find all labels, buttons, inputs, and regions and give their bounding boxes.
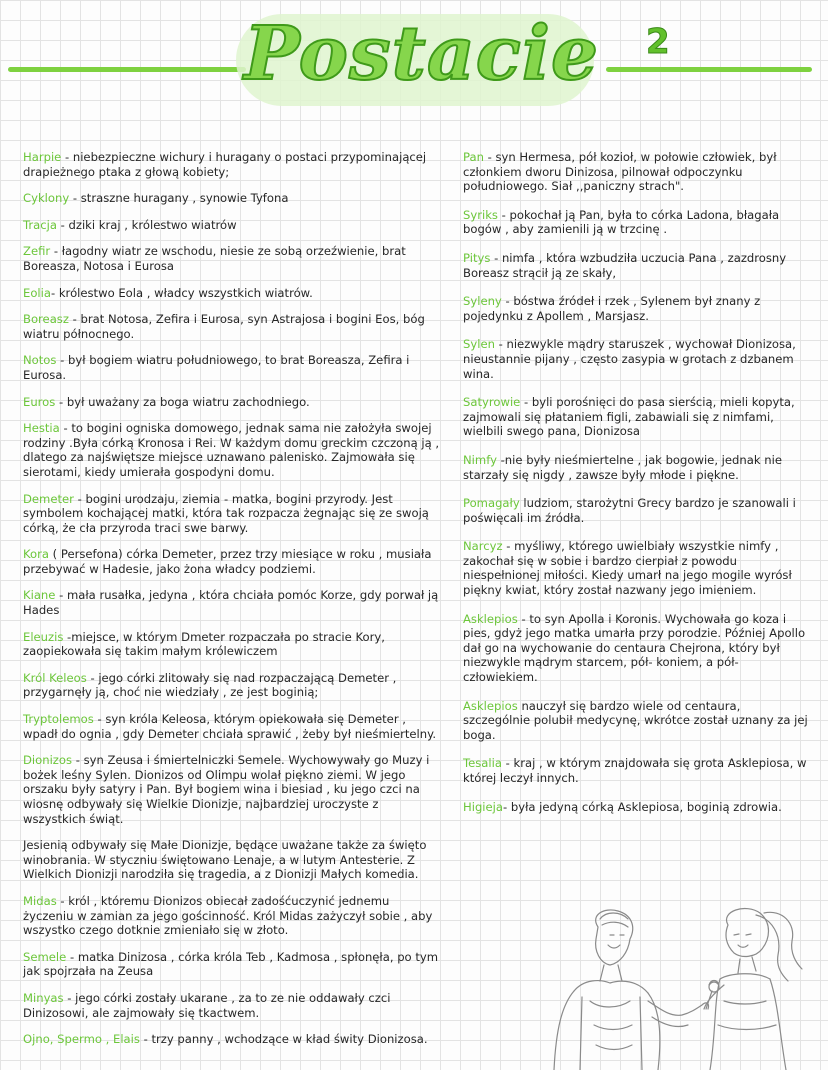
entry-text: - matka Dinizosa , córka króla Teb , Kadmosa , spłonęła, po tym jak spojrzała na Zeusa <box>23 949 439 979</box>
entry-text: - syn Hermesa, pół kozioł, w połowie człowiek, był członkiem dworu Dinizosa, pilnował odpoczynku południowego. Siał ,,paniczny strach". <box>463 150 777 194</box>
entry-text: - myśliwy, którego uwielbiały wszystkie nimfy , zakochał się w sobie i bardzo cierpiał z powodu niespełnionej miłości. Kiedy umarł na jego mogile wyrósł piękny kwiat, który został nazwany jego imieniem. <box>463 539 792 598</box>
glossary-entry <box>23 894 443 938</box>
glossary-entry <box>23 991 443 1020</box>
glossary-entry <box>23 753 443 826</box>
entry-term: Zefir <box>23 244 51 259</box>
entry-text: - był uważany za boga wiatru zachodniego. <box>55 394 310 409</box>
left-column <box>23 150 443 1059</box>
glossary-entry <box>23 353 443 382</box>
entry-text: - trzy panny , wchodzące w kład świty Dionizosa. <box>139 1032 428 1047</box>
entry-text: ( Persefona) córka Demeter, przez trzy miesiące w roku , musiała przebywać w Hadesie, jako żona władcy podziemi. <box>23 547 432 576</box>
entry-text: - był bogiem wiatru południowego, to brat Boreasza, Zefira i Eurosa. <box>23 353 410 382</box>
entry-text: - brat Notosa, Zefira i Eurosa, syn Astrajosa i bogini Eos, bóg wiatru północnego. <box>23 312 425 341</box>
entry-term: Tesalia <box>463 756 502 771</box>
entry-term: Kiane <box>23 588 56 603</box>
entry-text: - straszne huragany , synowie Tyfona <box>69 191 289 206</box>
glossary-entry <box>23 312 443 341</box>
glossary-entry <box>463 699 808 743</box>
title-rule-left <box>8 67 246 72</box>
glossary-entry <box>23 492 443 536</box>
glossary-entry <box>463 294 808 323</box>
title-rule-right <box>606 67 812 72</box>
entry-term: Asklepios <box>463 698 518 713</box>
entry-term: Eleuzis <box>23 629 64 644</box>
entry-term: Sylen <box>463 337 495 352</box>
page-number: 2 <box>646 22 670 62</box>
glossary-entry <box>463 800 808 815</box>
entry-term: Dionizos <box>23 753 73 768</box>
glossary-entry <box>23 950 443 979</box>
entry-term: Ojno, Spermo , Elais <box>23 1032 140 1047</box>
entry-text: - to bogini ogniska domowego, jednak sama nie założyła swojej rodziny .Była córką Kronosa i Rei. W każdym domu greckim czczoną ją , dlatego za najświętsze miejsce uznawano palenisko. Zajmowała się sierotami, kiedy umierała gospodyni domu. <box>23 421 440 479</box>
glossary-entry <box>23 191 443 206</box>
glossary-entry <box>23 244 443 273</box>
hercules-megara-illustration <box>520 905 818 1070</box>
entry-text: - królestwo Eola , władcy wszystkich wiatrów. <box>50 285 313 300</box>
glossary-entry <box>463 453 808 482</box>
entry-term: Syleny <box>463 294 502 309</box>
entry-term: Kora <box>23 547 49 562</box>
entry-term: Cyklony <box>23 191 70 206</box>
glossary-entry <box>23 671 443 700</box>
glossary-entry <box>463 208 808 237</box>
glossary-entry <box>23 150 443 179</box>
glossary-entry <box>463 496 808 525</box>
entry-term: Semele <box>23 949 67 964</box>
entry-text: - bogini urodzaju, ziemia - matka, bogini przyrody. Jest symbolem kochającej matki, która tak rozpacza żegnając się ze swoją córką, że cła przyroda traci swe barwy. <box>23 491 429 535</box>
entry-text: - jego córki zostały ukarane , za to ze nie oddawały czci Dinizosowi, ale zajmowały się tkactwem. <box>23 990 391 1020</box>
entry-term: Harpie <box>23 150 62 164</box>
entry-text: - łagodny wiatr ze wschodu, niesie ze sobą orzeźwienie, brat Boreasza, Notosa i Eurosa <box>23 244 406 273</box>
glossary-entry <box>23 286 443 301</box>
glossary-entry <box>463 756 808 785</box>
glossary-entry <box>23 547 443 576</box>
entry-text: - bóstwa źródeł i rzek , Sylenem był znany z pojedynku z Apollem , Marsjasz. <box>463 294 761 323</box>
glossary-entry <box>463 337 808 381</box>
entry-text: nauczył się bardzo wiele od centaura, szczególnie polubił medycynę, wkrótce został uznany za jej boga. <box>463 698 808 742</box>
glossary-entry <box>23 421 443 479</box>
entry-term: Tryptolemos <box>23 712 94 727</box>
glossary-entry <box>463 150 808 194</box>
entry-text: - mała rusałka, jedyna , która chciała pomóc Korze, gdy porwał ją Hades <box>23 588 439 618</box>
entry-term: Hestia <box>23 421 60 436</box>
entry-term: Tracja <box>23 217 57 232</box>
entry-text: - dziki kraj , królestwo wiatrów <box>56 217 237 232</box>
entry-text: - była jedyną córką Asklepiosa, boginią zdrowia. <box>502 799 782 814</box>
entry-term: Boreasz <box>23 312 69 327</box>
entry-term: Demeter <box>23 491 74 506</box>
entry-term: Eolia <box>23 285 51 300</box>
entry-text: - byli porośnięci do pasa sierścią, mieli kopyta, zajmowali się płataniem figli, zabawiali się z nimfami, wielbili swego pana, Dionizosa <box>463 395 795 439</box>
entry-term: Nimfy <box>463 452 497 467</box>
entry-term: Asklepios <box>463 611 518 626</box>
glossary-entry <box>23 588 443 617</box>
glossary-entry <box>23 1032 443 1047</box>
glossary-entry <box>463 251 808 280</box>
entry-text: - król , któremu Dionizos obiecał zadośćuczynić jednemu życzeniu w zamian za jego gościnność. Król Midas zażyczył sobie , aby wszystko czego dotknie zmieniało się w złoto. <box>23 893 433 938</box>
glossary-entry <box>23 218 443 233</box>
entry-term: Pitys <box>463 250 491 265</box>
entry-text: ludziom, starożytni Grecy bardzo je szanowali i poświęcali im źródła. <box>463 496 796 525</box>
entry-term: Higieja <box>463 799 503 814</box>
glossary-entry <box>23 838 443 882</box>
glossary-entry <box>463 395 808 439</box>
entry-term: Minyas <box>23 990 64 1005</box>
glossary-entry <box>23 630 443 659</box>
entry-text: Jesienią odbywały się Małe Dionizje, będące uważane także za święto winobrania. W styczniu świętowano Lenaje, a w lutym Antesterie. Z Wielkich Dionizji narodziła się tragedia, a z Dionizji Małych komedia. <box>23 838 427 882</box>
entry-term: Midas <box>23 893 57 908</box>
entry-term: Satyrowie <box>463 395 521 410</box>
entry-text: -miejsce, w którym Dmeter rozpaczała po stracie Kory, zaopiekowała się takim małym królewiczem <box>23 629 385 659</box>
entry-term: Pan <box>463 150 484 164</box>
entry-text: - niezwykle mądry staruszek , wychował Dionizosa, nieustannie pijany , często zasypia w grotach z dzbanem wina. <box>463 337 796 381</box>
glossary-entry <box>463 539 808 597</box>
entry-text: - syn Zeusa i śmiertelniczki Semele. Wychowywały go Muzy i bożek leśny Sylen. Dionizos od Olimpu wolał piękno ziemi. W jego orszaku były satyry i Pan. Był bogiem wina i biesiad , ku jego czci na wiosnę odbywały się Wielkie Dionizje, najbardziej uroczyste z wszystkich świąt. <box>23 753 430 826</box>
entry-text: - niebezpieczne wichury i huragany o postaci przypominającej drapieżnego ptaka z głową kobiety; <box>23 150 427 179</box>
entry-text: - to syn Apolla i Koronis. Wychowała go koza i pies, gdyż jego matka umarła przy porodzie. Później Apollo dał go na wychowanie do centaura Chejrona, który był niezwykle mądrym starcem, pół- koniem, a pół-człowiekiem. <box>463 611 806 685</box>
entry-text: -nie były nieśmiertelne , jak bogowie, jednak nie starzały się nigdy , zawsze były młode i piękne. <box>463 452 782 482</box>
entry-term: Syriks <box>463 207 498 222</box>
glossary-entry <box>23 712 443 741</box>
glossary-entry <box>463 612 808 685</box>
page-title: Postacie <box>244 11 600 97</box>
entry-text: - kraj , w którym znajdowała się grota Asklepiosa, w której leczył innych. <box>463 756 807 785</box>
entry-term: Pomagały <box>463 496 520 511</box>
entry-term: Narcyz <box>463 539 503 554</box>
entry-term: Król Keleos <box>23 670 87 685</box>
right-column <box>463 150 808 828</box>
entry-term: Notos <box>23 353 57 368</box>
glossary-entry <box>23 395 443 410</box>
entry-text: - syn króla Keleosa, którym opiekowała się Demeter , wpadł do ognia , gdy Demeter chciała sprawić , żeby był nieśmiertelny. <box>23 712 437 741</box>
entry-text: - jego córki zlitowały się nad rozpaczającą Demeter , przygarnęły ją, choć nie wiedziały , ze jest boginią; <box>23 670 397 700</box>
entry-text: - nimfa , która wzbudziła uczucia Pana , zazdrosny Boreasz strącił ją ze skały, <box>463 250 787 280</box>
entry-term: Euros <box>23 394 56 409</box>
entry-text: - pokochał ją Pan, była to córka Ladona, błagała bogów , aby zamienili ją w trzcinę . <box>463 207 780 237</box>
